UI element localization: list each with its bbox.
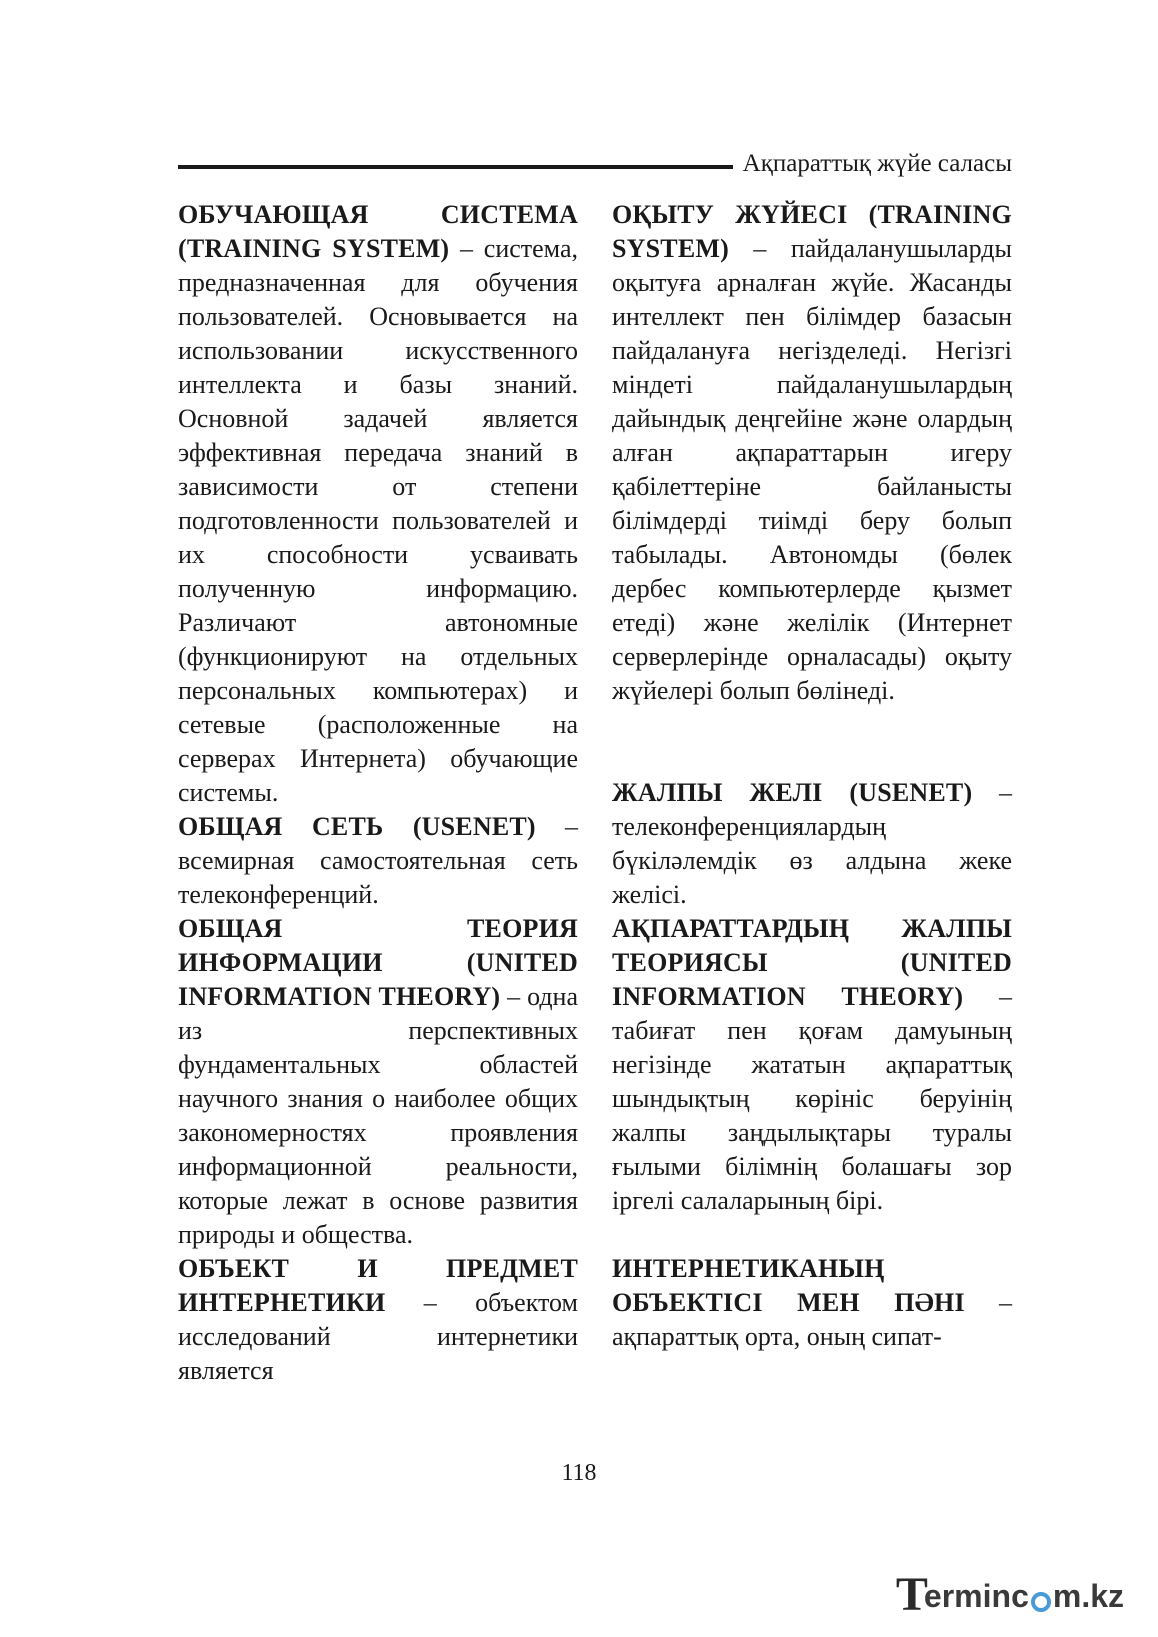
entry-oqytu-zhuiesi	[612, 198, 1012, 708]
left-column	[178, 198, 578, 1388]
watermark-text-part2: c	[1011, 1578, 1029, 1614]
entry-spacer	[612, 1218, 1012, 1252]
entry-obshchaya-teoriya	[178, 912, 578, 1252]
entry-definition: – всемирная самостоятельная сеть телеконференций.	[178, 812, 579, 909]
entry-obuchayushchaya-sistema	[178, 198, 578, 810]
entry-definition: – ақпараттық орта, оның сипат-	[612, 1288, 1012, 1351]
entry-term: ОБЪЕКТ И ПРЕДМЕТ ИНТЕРНЕТИКИ	[178, 1254, 578, 1317]
entry-term: АҚПАРАТТАРДЫҢ ЖАЛПЫ ТЕОРИЯСЫ (UNITED INFORMATION THEORY)	[612, 914, 1012, 1011]
entry-term: ОБЩАЯ ТЕОРИЯ ИНФОРМАЦИИ (UNITED INFORMATION THEORY)	[178, 914, 578, 1011]
entry-definition: – пайдаланушыларды оқытуға арналған жүйе. Жасанды интеллект пен білімдер базасын пайдалануға негізделеді. Негізгі міндеті пайдаланушылардың дайындық деңгейіне және олардың алған ақпараттарын игеру қабілеттеріне байланысты білімдерді тиімді беру болып табылады. Автономды (бөлек дербес компьютерлерде қызмет етеді) және желілік (Интернет серверлерінде орналасады) оқыту жүйелері болып бөлінеді.	[612, 234, 1012, 705]
entry-internetikanyn-obektisi	[612, 1252, 1012, 1354]
entry-definition: – табиғат пен қоғам дамуының негізінде жататын ақпараттық шындықтың көрініс беруінің жалпы заңдылықтары туралы ғылыми білімнің болашағы зор іргелі салаларының бірі.	[612, 982, 1012, 1215]
entry-definition: – система, предназначенная для обучения пользователей. Основывается на использовании искусственного интеллекта и базы знаний. Основной задачей является эффективная передача знаний в зависимости от степени подготовленности пользователей и их способности усваивать полученную информацию. Различают автономные (функционируют на отдельных персональных компьютерах) и сетевые (расположенные на серверах Интернета) обучающие системы.	[178, 234, 578, 807]
entry-aqparattardyn-teoriyasy	[612, 912, 1012, 1218]
watermark-letter-t: T	[895, 1568, 928, 1621]
entry-definition: – телеконференциялардың бүкіләлемдік өз алдына жеке желісі.	[612, 778, 1013, 909]
watermark-ring-icon	[1031, 1592, 1051, 1612]
running-header	[178, 144, 1012, 184]
termincom-watermark-logo	[895, 1568, 1124, 1621]
header-rule	[178, 165, 733, 169]
entry-zhalpy-zheli	[612, 776, 1012, 912]
entry-term: ОБУЧАЮЩАЯ СИСТЕМА (TRAINING SYSTEM)	[178, 200, 578, 263]
right-column	[612, 198, 1012, 1354]
entry-definition: – одна из перспективных фундаментальных областей научного знания о наиболее общих закономерностях проявления информационной реальности, которые лежат в основе развития природы и общества.	[178, 982, 578, 1249]
entry-obshchaya-set	[178, 810, 578, 912]
header-title: Ақпараттық жүйе саласы	[742, 150, 1012, 177]
watermark-text-part1: ermin	[923, 1578, 1012, 1614]
watermark-text-part3: m.kz	[1052, 1578, 1124, 1614]
entry-definition: – объектом исследований интернетики является	[178, 1288, 578, 1385]
page-number: 118	[561, 1460, 597, 1486]
entry-obekt-internetiki	[178, 1252, 578, 1388]
entry-term: ОҚЫТУ ЖҮЙЕСІ (TRAINING SYSTEM)	[612, 200, 1012, 263]
entry-spacer	[612, 708, 1012, 776]
entry-term: ОБЩАЯ СЕТЬ (USENET)	[178, 812, 536, 841]
entry-term: ЖАЛПЫ ЖЕЛІ (USENET)	[612, 778, 973, 807]
entry-term: ИНТЕРНЕТИКАНЫҢ ОБЪЕКТІСІ МЕН ПӘНІ	[612, 1254, 965, 1317]
